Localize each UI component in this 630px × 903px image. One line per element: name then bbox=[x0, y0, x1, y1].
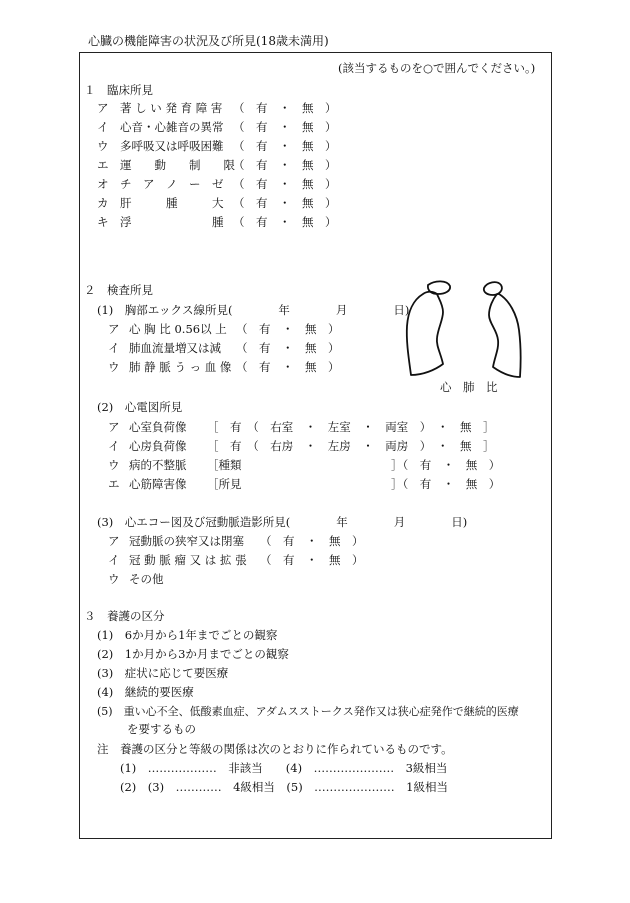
clinical-item-choice[interactable]: （ 有 ・ 無 ） bbox=[233, 139, 337, 153]
grade-relation-note: 注 養護の区分と等級の関係は次のとおりに作られているものです。 bbox=[97, 742, 453, 756]
section-care-heading: ３ 養護の区分 bbox=[84, 609, 165, 623]
clinical-item-choice[interactable]: （ 有 ・ 無 ） bbox=[233, 101, 337, 115]
clinical-item-label: 心音・心雑音の異常 bbox=[120, 120, 224, 134]
clinical-item-label: チ ア ノ ー ゼ bbox=[120, 177, 224, 191]
echo-item-label: 冠 動 脈 瘤 又 は 拡 張 bbox=[129, 553, 247, 567]
xray-item-label: 心 胸 比 0.56以 上 bbox=[129, 322, 227, 336]
clinical-item-label: 著 し い 発 育 障 害 bbox=[120, 101, 223, 115]
ecg-subheading: (2) 心電図所見 bbox=[97, 400, 183, 414]
clinical-item-mark: エ bbox=[97, 158, 109, 172]
section-exam-heading: ２ 検査所見 bbox=[84, 283, 153, 297]
ecg-item-choice[interactable]: ［所見 ］（ 有 ・ 無 ） bbox=[207, 477, 501, 491]
left-lung-outline bbox=[489, 294, 521, 377]
echo-item-label: その他 bbox=[129, 572, 164, 586]
clinical-item-choice[interactable]: （ 有 ・ 無 ） bbox=[233, 120, 337, 134]
clinical-item-mark: カ bbox=[97, 196, 109, 210]
ecg-item-choice[interactable]: ［種類 ］（ 有 ・ 無 ） bbox=[207, 458, 501, 472]
page-title: 心臓の機能障害の状況及び所見(18歳未満用) bbox=[88, 34, 329, 48]
ecg-item-mark: ウ bbox=[108, 458, 120, 472]
figure-caption: 心 肺 比 bbox=[440, 380, 498, 394]
ecg-item-choice[interactable]: ［ 有 （ 右室 ・ 左室 ・ 両室 ） ・ 無 ］ bbox=[207, 420, 495, 434]
ecg-item-choice[interactable]: ［ 有 （ 右房 ・ 左房 ・ 両房 ） ・ 無 ］ bbox=[207, 439, 495, 453]
clinical-item-mark: オ bbox=[97, 177, 109, 191]
grade-relation-line: (1) ……………… 非該当 (4) ………………… 3級相当 bbox=[120, 761, 448, 775]
echo-item-mark: ウ bbox=[108, 572, 120, 586]
clinical-item-mark: キ bbox=[97, 215, 109, 229]
care-item[interactable]: (5) 重い心不全、低酸素血症、アダムスストークス発作又は狭心症発作で継続的医療 bbox=[97, 705, 519, 718]
instruction-note: (該当するものを○で囲んでください。) bbox=[338, 61, 536, 75]
echo-item-mark: イ bbox=[108, 553, 120, 567]
grade-relation-line: (2) (3) ………… 4級相当 (5) ………………… 1級相当 bbox=[120, 780, 449, 794]
ecg-item-label: 心房負荷像 bbox=[129, 439, 187, 453]
clinical-item-choice[interactable]: （ 有 ・ 無 ） bbox=[233, 158, 337, 172]
echo-item-choice[interactable]: （ 有 ・ 無 ） bbox=[260, 534, 364, 548]
ecg-item-mark: エ bbox=[108, 477, 120, 491]
right-lung-outline bbox=[407, 292, 443, 375]
ecg-item-label: 心筋障害像 bbox=[129, 477, 187, 491]
xray-item-mark: ウ bbox=[108, 360, 120, 374]
xray-item-label: 肺血流量増又は減 bbox=[129, 341, 221, 355]
care-item[interactable]: (4) 継続的要医療 bbox=[97, 685, 194, 699]
care-item[interactable]: (3) 症状に応じて要医療 bbox=[97, 666, 229, 680]
echo-item-mark: ア bbox=[108, 534, 120, 548]
ecg-item-mark: イ bbox=[108, 439, 120, 453]
ecg-item-label: 心室負荷像 bbox=[129, 420, 187, 434]
clinical-item-label: 浮 腫 bbox=[120, 215, 224, 229]
section-clinical-heading: １ 臨床所見 bbox=[84, 83, 153, 97]
xray-subheading: (1) 胸部エックス線所見( 年 月 日) bbox=[97, 303, 410, 317]
echo-item-choice[interactable]: （ 有 ・ 無 ） bbox=[260, 553, 364, 567]
xray-item-mark: ア bbox=[108, 322, 120, 336]
clinical-item-label: 運 動 制 限 bbox=[120, 158, 235, 172]
clinical-item-mark: ウ bbox=[97, 139, 109, 153]
cardiothoracic-ratio-diagram bbox=[403, 278, 528, 382]
xray-item-choice[interactable]: （ 有 ・ 無 ） bbox=[236, 341, 340, 355]
clinical-item-mark: イ bbox=[97, 120, 109, 134]
care-item-continuation: を要するもの bbox=[127, 722, 196, 736]
care-item[interactable]: (2) 1か月から3か月までごとの観察 bbox=[97, 647, 289, 661]
clinical-item-label: 多呼吸又は呼吸困難 bbox=[120, 139, 224, 153]
echo-subheading: (3) 心エコー図及び冠動脈造影所見( 年 月 日) bbox=[97, 515, 468, 529]
xray-item-choice[interactable]: （ 有 ・ 無 ） bbox=[236, 360, 340, 374]
xray-item-mark: イ bbox=[108, 341, 120, 355]
clinical-item-choice[interactable]: （ 有 ・ 無 ） bbox=[233, 196, 337, 210]
left-apex-loop bbox=[484, 282, 502, 295]
xray-item-label: 肺 静 脈 う っ 血 像 bbox=[129, 360, 232, 374]
care-item[interactable]: (1) 6か月から1年までごとの観察 bbox=[97, 628, 278, 642]
ecg-item-label: 病的不整脈 bbox=[129, 458, 187, 472]
clinical-item-label: 肝 腫 大 bbox=[120, 196, 224, 210]
right-apex-loop bbox=[428, 281, 450, 294]
ecg-item-mark: ア bbox=[108, 420, 120, 434]
clinical-item-mark: ア bbox=[97, 101, 109, 115]
xray-item-choice[interactable]: （ 有 ・ 無 ） bbox=[236, 322, 340, 336]
clinical-item-choice[interactable]: （ 有 ・ 無 ） bbox=[233, 177, 337, 191]
echo-item-label: 冠動脈の狭窄又は閉塞 bbox=[129, 534, 244, 548]
clinical-item-choice[interactable]: （ 有 ・ 無 ） bbox=[233, 215, 337, 229]
